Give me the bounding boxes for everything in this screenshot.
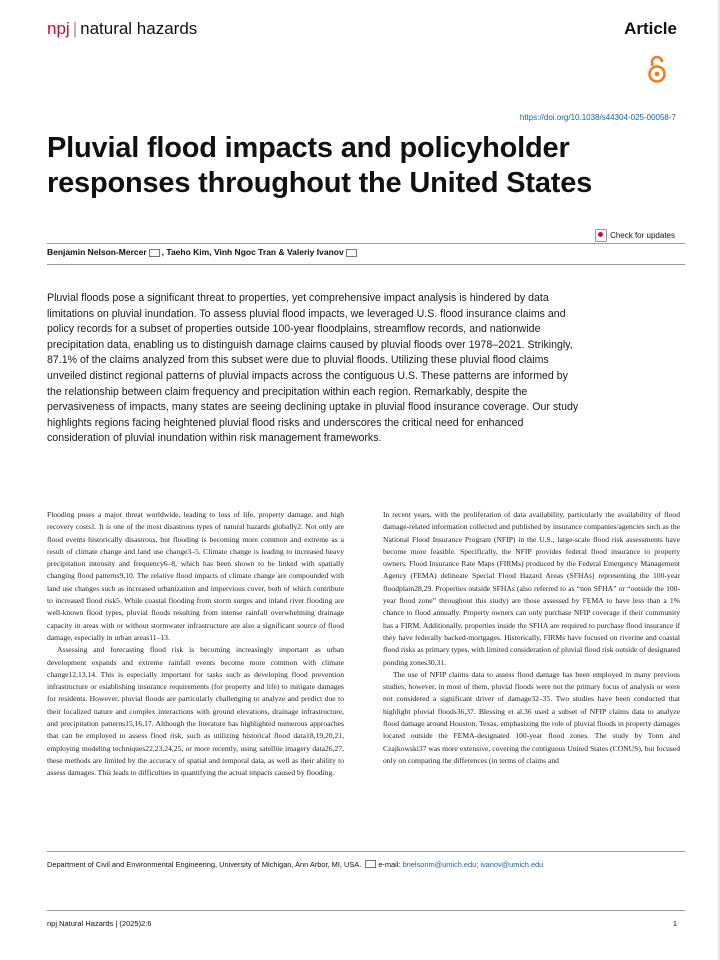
author-list — [47, 247, 359, 257]
brand-journal-name: natural hazards — [80, 19, 198, 38]
divider — [47, 243, 685, 244]
open-access-icon[interactable] — [645, 54, 669, 84]
footer-citation: npj Natural Hazards | (2025)2:6 — [47, 919, 152, 928]
brand-npj: npj — [47, 19, 70, 38]
page-number: 1 — [672, 919, 677, 928]
author-names-rest[interactable]: , Taeho Kim, Vinh Ngoc Tran & Valeriy Ivanov — [161, 247, 344, 257]
envelope-icon[interactable] — [149, 249, 160, 257]
abstract: Pluvial floods pose a significant threat to properties, yet comprehensive impact analysis is hindered by data limitations on pluvial inundation. To assess pluvial flood impacts, we leveraged U.S. flood insurance claims and policy records for a subset of properties outside 100-year floodplains, streamflow records, and nationwide precipitation data, enabling us to distinguish damage claims caused by pluvial floods over 1978–2021. Strikingly, 87.1% of the claims analyzed from this subset were due to pluvial floods. Utilizing these pluvial flood claims unveiled distinct regional patterns of pluvial impacts across the contiguous U.S. These patterns are informed by the relationship between claim frequency and precipitation within each region. Remarkably, despite the pervasiveness of impacts, many states are seeing declining uptake in pluvial flood insurance coverage. Our study highlights regions facing heightened pluvial flood risks and underscores the critical need for enhanced consideration of pluvial inundation within risk management frameworks. — [47, 292, 579, 445]
body-paragraph: Assessing and forecasting flood risk is becoming increasingly important as urban development expands and extreme rainfall events become more common with climate change12,13,14. This is especially important for tasks such as developing flood prevention infrastructure or establishing insurance requirements (for property and life) to mitigate damages for residents. However, pluvial floods are particularly challenging to analyze and predict due to their localized nature and complex interactions with ground elevations, drainage infrastructure, and precipitation patterns15,16,17. Although the literature has highlighted numerous approaches that can be employed to assess flood risk, such as utilizing historical flood data18,19,20,21, employing modeling techniques22,23,24,25, or more recently, using satellite imagery data26,27, these methods are limited by the accuracy of spatial and temporal data, as well as their ability to assess damages. This leads to difficulties in quantifying the actual impacts caused by flooding. — [47, 645, 344, 778]
body-column-left — [47, 509, 344, 780]
journal-brand[interactable]: npj | natural hazards — [47, 19, 198, 38]
affiliation-text: Department of Civil and Environmental Engineering, University of Michigan, Ann Arbor, MI, USA. — [47, 860, 362, 869]
email-label: e-mail: — [378, 860, 401, 869]
article-title: Pluvial flood impacts and policyholder responses throughout the United States — [47, 132, 593, 199]
envelope-icon — [365, 860, 376, 868]
check-for-updates-button[interactable] — [595, 229, 675, 242]
body-paragraph: The use of NFIP claims data to assess flood damage has been employed in many previous studies; however, in most of them, pluvial floods were not the primary focus of analysis or were not considered a significant driver of damage32–35. Two studies have been conducted that highlight pluvial floods36,37. Blessing et al.36 used a subset of NFIP claims data to analyze flood damage around Houston, Texas, emphasizing the role of pluvial floods in property damages located outside the FEMA-designated 100-year flood zones. The study by Tonn and Czajkowski37 was more extensive, covering the contiguous United States (CONUS), but focused only on comparing the differences (in terms of claims and — [383, 669, 680, 765]
body-paragraph: In recent years, with the proliferation of data availability, particularly the availability of flood damage-related information collected and published by insurance companies/agencies such as the National Flood Insurance Program (NFIP) in the U.S., large-scale flood risk assessments have become more feasible. Specifically, the NFIP provides federal flood insurance to property owners. Flood Insurance Rate Maps (FIRMs) produced by the Federal Emergency Management Agency (FEMA) delineate Special Flood Hazard Areas (SFHAs) representing the 100-year floodplain28,29. Properties outside SFHAs (also referred to as “non SFHA” or “outside the 100-year flood zone” throughout this study) are those assessed by FEMA to have less than a 1% chance to flood annually. Property owners can only purchase NFIP coverage if their community has a FIRM. Additionally, properties inside the SFHA are required to purchase flood insurance if they have federally backed-mortgages. Historically, FIRMs have focused on riverine and coastal flood risks as primary types, with limited consideration of pluvial flood risk outside of designated ponding zones30,31. — [383, 510, 680, 667]
body-paragraph: Flooding poses a major threat worldwide, leading to loss of life, property damage, and high recovery costs1. It is one of the most disastrous types of natural hazards globally2. Not only are flood events historically disastrous, but flooding is becoming more common and extreme as a result of climate change and land use change3–5. Climate change is leading to increased heavy precipitation intensity and frequency6–8, which has been shown to be linked with spatially changing flood patterns9,10. The relative flood impacts of climate change are compounded with land use changes such as increased urbanization and impervious cover, both of which contribute to increased flood risk5. While coastal flooding from storm surges and inland river flooding are well-known flood types, pluvial floods resulting from intense rainfall overwhelming drainage capacity in areas with or without stormwater infrastructure are also a significant source of flood damage, especially in urban areas11–13. — [47, 510, 344, 642]
check-for-updates-label: Check for updates — [610, 231, 675, 240]
email-links[interactable]: bnelsonm@umich.edu; ivanov@umich.edu — [402, 860, 544, 869]
author-name[interactable]: Benjamin Nelson-Mercer — [47, 247, 147, 257]
crossmark-icon — [595, 229, 607, 242]
divider — [47, 264, 685, 265]
doi-link[interactable]: https://doi.org/10.1038/s44304-025-00058-7 — [519, 113, 676, 122]
body-column-right — [383, 509, 680, 767]
divider — [47, 851, 685, 852]
envelope-icon[interactable] — [346, 249, 357, 257]
article-type-label: Article — [624, 19, 677, 38]
affiliation-footnote — [47, 859, 543, 869]
divider — [47, 910, 685, 911]
